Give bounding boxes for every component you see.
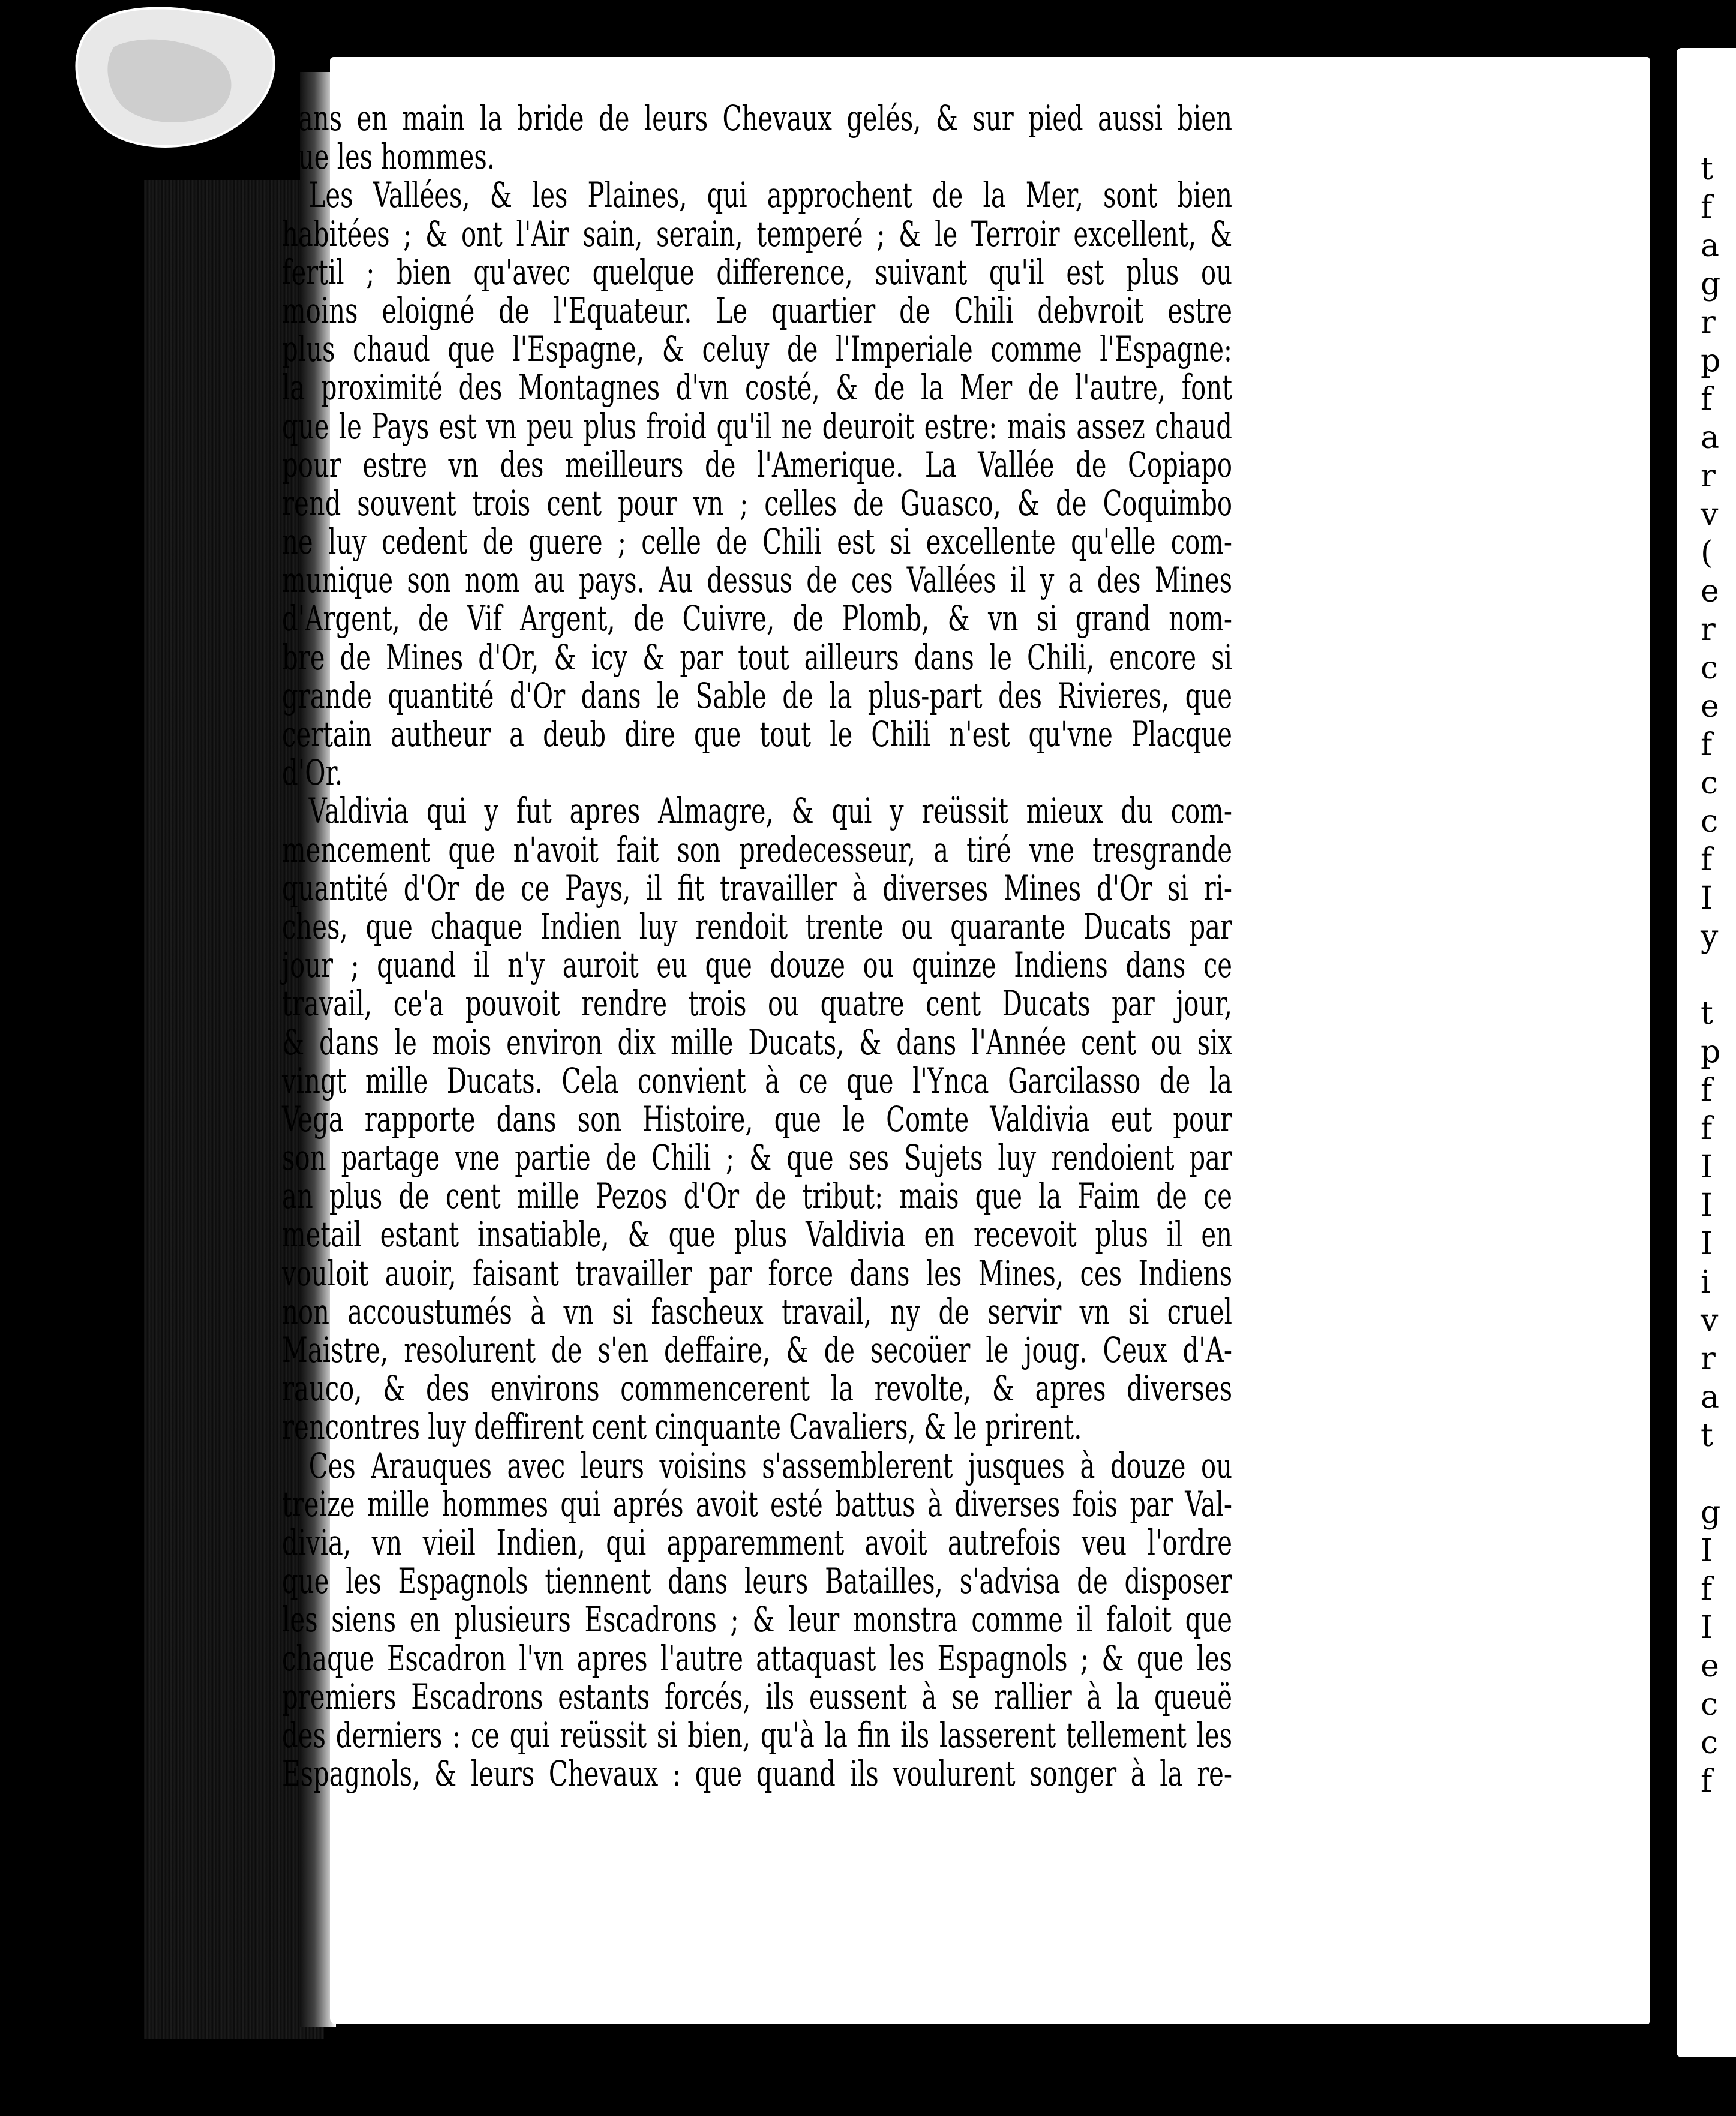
facing-page-letter: c: [1701, 765, 1719, 801]
text-line: Espagnols, & leurs Chevaux : que quand ils voulurent songer à la re-: [282, 1753, 1232, 1795]
facing-page-letter: I: [1701, 1610, 1713, 1646]
facing-page-letter: I: [1701, 880, 1713, 916]
facing-page-letter: e: [1701, 689, 1719, 725]
facing-page-letter: f: [1701, 381, 1713, 417]
text-line: rend souvent trois cent pour vn ; celles de Guasco, & de Coquimbo: [282, 482, 1232, 524]
facing-page-letter: r: [1701, 305, 1716, 341]
facing-page-letter: a: [1701, 1379, 1720, 1415]
facing-page-letter: I: [1701, 1149, 1713, 1185]
text-line: Vega rapporte dans son Histoire, que le Comte Valdivia eut pour: [282, 1098, 1232, 1140]
text-line: que les hommes.: [282, 136, 495, 178]
text-line: vingt mille Ducats. Cela convient à ce que l'Ynca Garcilasso de la: [282, 1060, 1232, 1101]
text-line: & dans le mois environ dix mille Ducats, & dans l'Année cent ou six: [282, 1021, 1232, 1063]
facing-page-letter: I: [1701, 1188, 1713, 1224]
text-line: moins eloigné de l'Equateur. Le quartier de Chili debvroit estre: [282, 290, 1232, 331]
text-line: des derniers : ce qui reüssit si bien, qu'à la fin ils lasserent tellement les: [282, 1714, 1232, 1756]
text-line: mencement que n'avoit fait son predecesseur, a tiré vne tresgrande: [282, 829, 1232, 870]
facing-page-letter: (: [1701, 535, 1713, 571]
text-line: Ces Arauques avec leurs voisins s'assemblerent jusques à douze ou: [308, 1445, 1232, 1486]
text-line: munique son nom au pays. Au dessus de ces Vallées il y a des Mines: [282, 560, 1232, 601]
text-line: fertil ; bien qu'avec quelque difference, suivant qu'il est plus ou: [282, 251, 1232, 293]
text-line: travail, ce'a pouvoit rendre trois ou quatre cent Ducats par jour,: [282, 983, 1232, 1024]
facing-page-letter: I: [1701, 1533, 1713, 1569]
text-line: grande quantité d'Or dans le Sable de la plus-part des Rivieres, que: [282, 675, 1232, 716]
facing-page-letter: e: [1701, 1648, 1719, 1684]
facing-page-letter: a: [1701, 420, 1720, 456]
facing-page-letter: v: [1701, 497, 1719, 533]
facing-page-letter: f: [1701, 190, 1713, 226]
text-line: jour ; quand il n'y auroit eu que douze ou quinze Indiens dans ce: [282, 945, 1232, 986]
text-line: chaque Escadron l'vn apres l'autre attaquast les Espagnols ; & que les: [282, 1637, 1232, 1679]
text-line: pour estre vn des meilleurs de l'Amerique. La Vallée de Copiapo: [282, 444, 1232, 485]
facing-page-letter: p: [1701, 343, 1721, 379]
facing-page-letter: r: [1701, 458, 1716, 494]
facing-page-letter: c: [1701, 1687, 1719, 1723]
text-line: Les Vallées, & les Plaines, qui approchent de la Mer, sont bien: [308, 175, 1232, 216]
text-line: bre de Mines d'Or, & icy & par tout ailleurs dans le Chili, encore si: [282, 636, 1232, 678]
text-line: vouloit auoir, faisant travailler par force dans les Mines, ces Indiens: [282, 1252, 1232, 1294]
facing-page-letter: f: [1701, 727, 1713, 763]
facing-page-letter: i: [1701, 1264, 1711, 1300]
facing-page-letter: c: [1701, 804, 1719, 840]
facing-page-letter: [1701, 1455, 1736, 1493]
text-line: ches, que chaque Indien luy rendoit trente ou quarante Ducats par: [282, 906, 1232, 947]
text-line: habitées ; & ont l'Air sain, serain, temperé ; & le Terroir excellent, &: [282, 213, 1232, 254]
text-line: son partage vne partie de Chili ; & que ses Sujets luy rendoient par: [282, 1137, 1232, 1179]
text-line: treize mille hommes qui aprés avoit esté battus à diverses fois par Val-: [282, 1483, 1232, 1525]
facing-page-letter: y: [1701, 919, 1719, 955]
facing-page-letter: t: [1701, 151, 1713, 187]
facing-page-letter: f: [1701, 1571, 1713, 1607]
text-line: que le Pays est vn peu plus froid qu'il ne deuroit estre: mais assez chaud: [282, 405, 1232, 447]
facing-page-letter: I: [1701, 1226, 1713, 1262]
facing-page-letter: [1701, 956, 1736, 994]
text-line: divia, vn vieil Indien, qui apparemment avoit autrefois veu l'ordre: [282, 1522, 1232, 1563]
text-line: rencontres luy deffirent cent cinquante Cavaliers, & le prirent.: [282, 1406, 1082, 1448]
text-line: metail estant insatiable, & que plus Valdivia en recevoit plus il en: [282, 1214, 1232, 1255]
facing-page-letter: f: [1701, 1072, 1713, 1108]
text-line: la proximité des Montagnes d'vn costé, & de la Mer de l'autre, font: [282, 367, 1232, 408]
text-line: Maistre, resolurent de s'en deffaire, & de secoüer le joug. Ceux d'A-: [282, 1330, 1232, 1370]
facing-page-letter: e: [1701, 573, 1719, 609]
text-line: d'Or.: [282, 752, 343, 794]
facing-page-letters: [1701, 150, 1736, 1801]
facing-page-letter: v: [1701, 1303, 1719, 1339]
text-line: quantité d'Or de ce Pays, il fit travailler à diverses Mines d'Or si ri-: [282, 867, 1232, 909]
facing-page-letter: t: [1701, 996, 1713, 1032]
facing-page-letter: c: [1701, 650, 1719, 686]
text-line: premiers Escadrons estants forcés, ils eussent à se rallier à la queuë: [282, 1676, 1232, 1717]
torn-paper-fragment: [66, 5, 282, 155]
text-line: les siens en plusieurs Escadrons ; & leur monstra comme il faloit que: [282, 1599, 1232, 1640]
facing-page-letter: f: [1701, 1111, 1713, 1147]
facing-page-letter: r: [1701, 1341, 1716, 1377]
facing-page-letter: p: [1701, 1034, 1721, 1070]
text-line: rauco, & des environs commencerent la revolte, & apres diverses: [282, 1368, 1232, 1409]
text-line: d'Argent, de Vif Argent, de Cuivre, de Plomb, & vn si grand nom-: [282, 598, 1232, 639]
facing-page-letter: g: [1701, 1495, 1721, 1531]
facing-page-letter: a: [1701, 228, 1720, 264]
text-line: que les Espagnols tiennent dans leurs Batailles, s'advisa de disposer: [282, 1561, 1232, 1602]
facing-page-letter: f: [1701, 842, 1713, 878]
text-line: ne luy cedent de guere ; celle de Chili est si excellente qu'elle com-: [282, 521, 1232, 563]
text-line: certain autheur a deub dire que tout le Chili n'est qu'vne Placque: [282, 714, 1232, 755]
page-text-block: [282, 99, 1232, 1793]
text-line: Valdivia qui y fut apres Almagre, & qui y reüssit mieux du com-: [308, 791, 1232, 832]
text-line: an plus de cent mille Pezos d'Or de tribut: mais que la Faim de ce: [282, 1176, 1232, 1217]
facing-page-letter: t: [1701, 1418, 1713, 1454]
facing-page-letter: f: [1701, 1763, 1713, 1799]
facing-page-letter: r: [1701, 612, 1716, 648]
text-line: non accoustumés à vn si fascheux travail, ny de servir vn si cruel: [282, 1291, 1232, 1332]
text-line: plus chaud que l'Espagne, & celuy de l'Imperiale comme l'Espagne:: [282, 329, 1232, 370]
text-line: nans en main la bride de leurs Chevaux gelés, & sur pied aussi bien: [282, 98, 1232, 139]
facing-page-letter: c: [1701, 1725, 1719, 1761]
facing-page-letter: g: [1701, 266, 1721, 302]
